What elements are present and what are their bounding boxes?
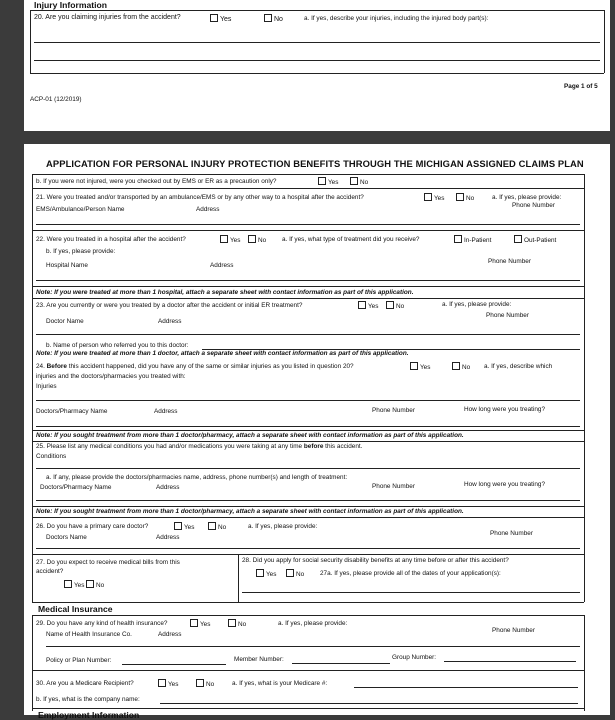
note-pharmacy: Note: If you sought treatment from more than 1 doctor/pharmacy, attach a separate sheet with contact information as part of this application.	[36, 432, 464, 439]
q21-phone-label: Phone Number	[512, 202, 555, 209]
q23-answer-line[interactable]	[36, 334, 580, 335]
q25-answer-line[interactable]	[36, 500, 580, 501]
q24-how-long-label: How long were you treating?	[464, 406, 545, 413]
question-30b: b. If yes, what is the company name:	[36, 696, 140, 703]
q24-phone-label: Phone Number	[372, 407, 415, 414]
q27-no-option[interactable]: No	[86, 580, 104, 589]
question-29a: a. If yes, please provide:	[278, 620, 348, 627]
question-23: 23. Are you currently or were you treated by a doctor after the accident or initial ER treatment?	[36, 302, 303, 309]
question-24a: a. If yes, describe which	[484, 363, 553, 370]
section-title-injury-information: Injury Information	[34, 0, 108, 10]
q20-answer-line-1[interactable]	[34, 42, 600, 43]
section-title-employment-information: Employment Information	[38, 710, 140, 720]
group-number-label: Group Number:	[392, 654, 437, 661]
q25-address-label: Address	[156, 484, 180, 491]
q22-yes-option[interactable]: Yes	[220, 235, 240, 244]
q21-address-label: Address	[196, 206, 220, 213]
question-23b: b. Name of person who referred you to this doctor:	[46, 342, 189, 349]
note-doctor: Note: If you were treated at more than 1 doctor, attach a separate sheet with contact information as part of this application.	[36, 350, 409, 357]
question-26a: a. If yes, please provide:	[248, 523, 318, 530]
q26-yes-checkbox[interactable]	[174, 522, 182, 530]
page-number: Page 1 of 5	[564, 83, 598, 90]
q20-no-option[interactable]: No	[264, 14, 283, 23]
q29-phone-label: Phone Number	[492, 627, 535, 634]
form-page-1	[24, 0, 610, 131]
q21-answer-line[interactable]	[36, 224, 580, 225]
q29-address-label: Address	[158, 631, 182, 638]
q22-hospital-name-label: Hospital Name	[46, 262, 88, 269]
q21-yes-checkbox[interactable]	[424, 193, 432, 201]
question-20: 20. Are you claiming injuries from the accident?	[34, 14, 181, 21]
policy-number-label: Policy or Plan Number:	[46, 657, 112, 664]
question-25a: a. If any, please provide the doctors/pharmacies name, address, phone number(s) and length of treatment:	[46, 474, 348, 481]
q28-yes-option[interactable]: Yes	[256, 569, 276, 578]
question-22: 22. Were you treated in a hospital after the accident?	[36, 236, 186, 243]
q23-yes-checkbox[interactable]	[358, 301, 366, 309]
question-25: 25. Please list any medical conditions you had and/or medications you were taking at any time before this accident.	[36, 443, 363, 450]
qb-no-checkbox[interactable]	[350, 177, 358, 185]
question-29: 29. Do you have any kind of health insurance?	[36, 620, 168, 627]
q21-no-checkbox[interactable]	[456, 193, 464, 201]
q25-phone-label: Phone Number	[372, 483, 415, 490]
question-28: 28. Did you apply for social security disability benefits at any time before or after this accident?	[242, 557, 509, 564]
note-hospital: Note: If you were treated at more than 1 hospital, attach a separate sheet with contact information as part of this application.	[36, 289, 414, 296]
q27a-answer-line[interactable]	[242, 592, 580, 593]
question-23a: a. If yes, please provide:	[442, 301, 512, 308]
policy-number-field[interactable]	[122, 664, 226, 665]
q20-yes-checkbox[interactable]	[210, 14, 218, 22]
q20-no-checkbox[interactable]	[264, 14, 272, 22]
q24-address-label: Address	[154, 408, 178, 415]
q20-yes-option[interactable]: Yes	[210, 14, 231, 23]
question-21a: a. If yes, please provide:	[492, 194, 562, 201]
q25-how-long-label: How long were you treating?	[464, 481, 545, 488]
question-24: 24. Before this accident happened, did you have any of the same or similar injuries as you listed in question 20?	[36, 363, 354, 370]
q26-phone-label: Phone Number	[490, 530, 533, 537]
question-21: 21. Were you treated and/or transported by an ambulance/EMS or by any other way to a hospital after the accident?	[36, 194, 364, 201]
q28-yes-checkbox[interactable]	[256, 569, 264, 577]
q27-no-checkbox[interactable]	[86, 580, 94, 588]
q28-no-checkbox[interactable]	[286, 569, 294, 577]
q21-yes-option[interactable]: Yes	[424, 193, 444, 202]
q29-no-option[interactable]: No	[228, 619, 246, 628]
q22-answer-line[interactable]	[36, 280, 580, 281]
q27-yes-option[interactable]: Yes	[64, 580, 84, 589]
q24-no-checkbox[interactable]	[452, 362, 460, 370]
group-number-field[interactable]	[444, 661, 576, 662]
q28-no-option[interactable]: No	[286, 569, 304, 578]
q24-yes-checkbox[interactable]	[410, 362, 418, 370]
q24-injuries-line[interactable]	[36, 400, 580, 401]
section-title-medical-insurance: Medical Insurance	[38, 604, 113, 614]
q23-address-label: Address	[158, 318, 182, 325]
form-page-2	[24, 144, 610, 720]
qb-yes-option[interactable]: Yes	[318, 177, 338, 186]
q29-yes-checkbox[interactable]	[190, 619, 198, 627]
q29-no-checkbox[interactable]	[228, 619, 236, 627]
form-title: APPLICATION FOR PERSONAL INJURY PROTECTION BENEFITS THROUGH THE MICHIGAN ASSIGNED CLAIMS PLAN	[46, 158, 584, 169]
q23-no-option[interactable]: No	[386, 301, 404, 310]
question-22b: b. If yes, please provide:	[46, 248, 116, 255]
q26-yes-option[interactable]: Yes	[174, 522, 194, 531]
q24-answer-line[interactable]	[36, 426, 580, 427]
q24-no-option[interactable]: No	[452, 362, 470, 371]
q30-no-checkbox[interactable]	[196, 679, 204, 687]
q23-phone-label: Phone Number	[486, 312, 529, 319]
question-27-line1: 27. Do you expect to receive medical bills from this	[36, 559, 180, 566]
q22-yes-checkbox[interactable]	[220, 235, 228, 243]
q23-doctor-name-label: Doctor Name	[46, 318, 84, 325]
q26-doctors-name-label: Doctors Name	[46, 534, 87, 541]
medicare-number-field[interactable]	[354, 687, 578, 688]
q24-doctors-pharmacy-label: Doctors/Pharmacy Name	[36, 408, 108, 415]
qb-no-option[interactable]: No	[350, 177, 368, 186]
q22-no-checkbox[interactable]	[248, 235, 256, 243]
q25-conditions-line[interactable]	[36, 468, 580, 469]
question-27-line2: accident?	[36, 568, 64, 575]
q22-no-option[interactable]: No	[248, 235, 266, 244]
q24-injuries-label: Injuries	[36, 383, 57, 390]
q22-outpatient-checkbox[interactable]	[514, 235, 522, 243]
q27-yes-checkbox[interactable]	[64, 580, 72, 588]
q29-yes-option[interactable]: Yes	[190, 619, 210, 628]
q30-yes-option[interactable]: Yes	[158, 679, 178, 688]
q26-no-checkbox[interactable]	[208, 522, 216, 530]
medicare-company-field[interactable]	[160, 703, 578, 704]
question-20a: a. If yes, describe your injuries, including the injured body part(s):	[304, 15, 489, 22]
qb-yes-checkbox[interactable]	[318, 177, 326, 185]
q22-outpatient-option[interactable]: Out-Patient	[514, 235, 556, 244]
q22-address-label: Address	[210, 262, 234, 269]
form-id: ACP-01 (12/2019)	[30, 96, 82, 103]
q26-no-option[interactable]: No	[208, 522, 226, 531]
q26-address-label: Address	[156, 534, 180, 541]
q23-no-checkbox[interactable]	[386, 301, 394, 309]
q22-inpatient-checkbox[interactable]	[454, 235, 462, 243]
q25-conditions-label: Conditions	[36, 453, 67, 460]
question-30a: a. If yes, what is your Medicare #:	[232, 680, 328, 687]
question-24-line2: injuries and the doctors/pharmacies you treated with:	[36, 373, 186, 380]
question-30: 30. Are you a Medicare Recipient?	[36, 680, 134, 687]
q20-answer-line-2[interactable]	[34, 60, 600, 61]
q25-doctors-pharmacy-label: Doctors/Pharmacy Name	[40, 484, 112, 491]
question-b-precaution: b. If you were not injured, were you checked out by EMS or ER as a precaution only?	[36, 178, 277, 185]
q30-yes-checkbox[interactable]	[158, 679, 166, 687]
q29-insurer-name-label: Name of Health Insurance Co.	[46, 631, 132, 638]
note-pharmacy-2: Note: If you sought treatment from more than 1 doctor/pharmacy, attach a separate sheet with contact information as part of this application.	[36, 508, 464, 515]
question-22a: a. If yes, what type of treatment did you receive?	[282, 236, 420, 243]
question-27a: 27a. If yes, please provide all of the dates of your application(s):	[320, 570, 501, 577]
q24-yes-option[interactable]: Yes	[410, 362, 430, 371]
q21-no-option[interactable]: No	[456, 193, 474, 202]
member-number-label: Member Number:	[234, 656, 284, 663]
q22-inpatient-option[interactable]: In-Patient	[454, 235, 491, 244]
q30-no-option[interactable]: No	[196, 679, 214, 688]
q29-answer-line[interactable]	[46, 646, 580, 647]
q21-ems-name-label: EMS/Ambulance/Person Name	[36, 206, 125, 213]
question-26: 26. Do you have a primary care doctor?	[36, 523, 149, 530]
q23-yes-option[interactable]: Yes	[358, 301, 378, 310]
member-number-field[interactable]	[292, 663, 390, 664]
q26-answer-line[interactable]	[36, 548, 580, 549]
q22-phone-label: Phone Number	[488, 258, 531, 265]
